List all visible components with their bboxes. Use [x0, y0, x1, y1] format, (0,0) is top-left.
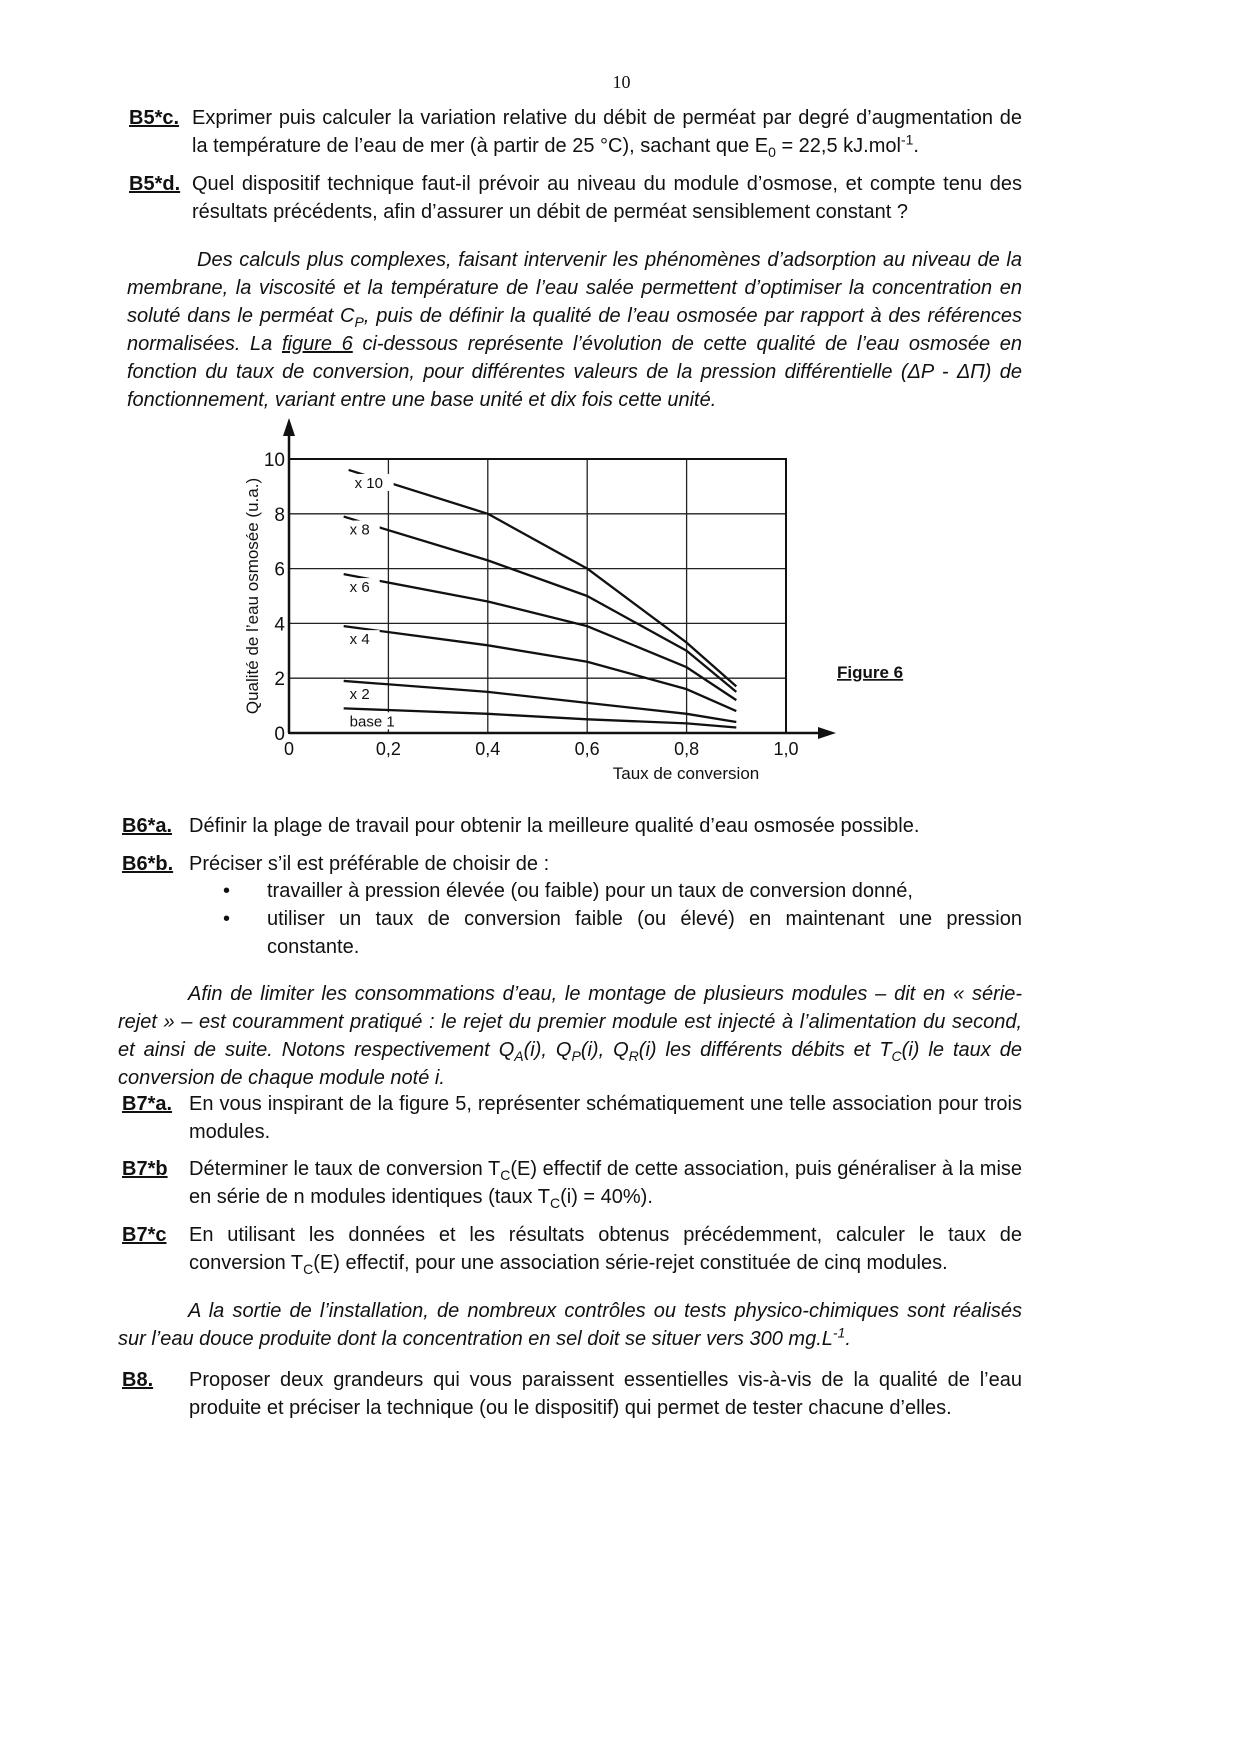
x-tick-label: 0,8 [674, 739, 700, 759]
question-text: Définir la plage de travail pour obtenir la meilleure qualité d’eau osmosée possible. [189, 815, 920, 837]
x-tick-label: 1,0 [773, 739, 799, 759]
question-b6b [122, 850, 1022, 878]
question-b7b [122, 1155, 1022, 1211]
question-text: Quel dispositif technique faut-il prévoir au niveau du module d’osmose, et compte tenu des résultats précédents, afin d’assurer un débit de perméat sensiblement constant ? [192, 173, 1022, 223]
paragraph-controles: A la sortie de l’installation, de nombreux contrôles ou tests physico-chimiques sont réalisés sur l’eau douce produite dont la concentration en sel doit se situer vers 300 $mg.L^{-1}$. [118, 1300, 1022, 1350]
series-label: x 6 [349, 579, 370, 597]
x-tick-label: 0,2 [375, 739, 401, 759]
y-tick-label: 2 [274, 669, 285, 691]
question-text: En vous inspirant de la figure 5, représenter schématiquement une telle association pour trois modules. [189, 1093, 1022, 1143]
paragraph-serie-rejet: Afin de limiter les consommations d’eau, le montage de plusieurs modules – dit en « série-rejet » – est couramment pratiqué : le rejet du premier module est injecté à l’alimentation du second, et ainsi de suite. Notons respectivement $Q_A(i)$, $Q_P(i)$, $Q_R(i)$ les différents débits et $T_C(i)$ le taux de conversion de chaque module noté i. [118, 983, 1022, 1089]
y-axis-arrow [283, 418, 295, 436]
question-label: B8. [122, 1369, 154, 1391]
question-label: B6*b. [122, 853, 174, 875]
y-tick-label: 8 [274, 504, 285, 526]
question-b8 [122, 1366, 1022, 1422]
x-tick-label: 0,4 [475, 739, 501, 759]
question-label: B7*a. [122, 1093, 173, 1115]
question-label: B7*c [122, 1224, 167, 1246]
x-axis-arrow [818, 727, 836, 739]
figure-6-chart [0, 410, 1243, 800]
bullet-item: • utiliser un taux de conversion faible (ou élevé) en maintenant une pression constante. [223, 905, 1022, 961]
question-text: Préciser s’il est préférable de choisir de : [189, 853, 550, 875]
question-b5c [129, 104, 1022, 160]
figure-6-reference: figure 6 [281, 333, 353, 355]
series-label: x 10 [354, 474, 383, 492]
question-text: En utilisant les données et les résultats obtenus précédemment, calculer le taux de conversion $T_C(E)$ effectif, pour une association série-rejet constituée de cinq modules. [189, 1224, 1022, 1277]
x-axis-title: Taux de conversion [612, 764, 760, 783]
question-label: B6*a. [122, 815, 173, 837]
page-number: 10 [612, 72, 631, 92]
x-tick-label: 0 [283, 739, 295, 759]
question-b5d [129, 170, 1022, 226]
question-label: B5*d. [129, 173, 181, 195]
series-label: x 4 [349, 631, 370, 649]
x-tick-label: 0,6 [574, 739, 600, 759]
question-b6a [122, 812, 1022, 840]
series-label: base 1 [349, 713, 395, 731]
question-text: Exprimer puis calculer la variation relative du débit de perméat par degré d’augmentation de la température de l’eau de mer (à partir de 25 °C), sachant que $E_0 = 22,5$ kJ.mol$^{-1}$. [192, 107, 1022, 160]
series-label: x 2 [349, 685, 370, 703]
bullet-list [223, 877, 1022, 961]
question-b7c [122, 1221, 1022, 1277]
bullet-item: • travailler à pression élevée (ou faible) pour un taux de conversion donné, [223, 877, 1022, 905]
question-text: Proposer deux grandeurs qui vous paraissent essentielles vis-à-vis de la qualité de l’eau produite et préciser la technique (ou le dispositif) qui permet de tester chacune d’elles. [189, 1369, 1022, 1419]
y-tick-label: 10 [263, 450, 285, 471]
question-b7a [122, 1090, 1022, 1146]
y-tick-label: 4 [274, 614, 285, 636]
y-tick-label: 0 [274, 724, 285, 745]
series-label: x 8 [349, 521, 370, 539]
figure-caption: Figure 6 [837, 663, 904, 682]
question-text: Déterminer le taux de conversion $T_C(E)$ effectif de cette association, puis généraliser à la mise en série de n modules identiques (taux $T_C(i) = 40\%$). [189, 1158, 1023, 1211]
y-tick-label: 6 [274, 559, 285, 581]
y-axis-title: Qualité de l’eau osmosée (u.a.) [243, 477, 262, 715]
question-label: B5*c. [129, 107, 180, 129]
question-label: B7*b [122, 1158, 168, 1180]
paragraph-figure-intro: Des calculs plus complexes, faisant intervenir les phénomènes d’adsorption au niveau de la membrane, la viscosité et la température de l’eau salée permettent d’optimiser la concentration en soluté dans le perméat $C_P$, puis de définir la qualité de l’eau osmosée par rapport à des références normalisées. La figure 6 ci-dessous représente l’évolution de cette qualité de l’eau osmosée en fonction du taux de conversion, pour différentes valeurs de la pression différentielle (ΔP - ΔΠ) de fonctionnement, variant entre une base unité et dix fois cette unité. [127, 249, 1023, 411]
